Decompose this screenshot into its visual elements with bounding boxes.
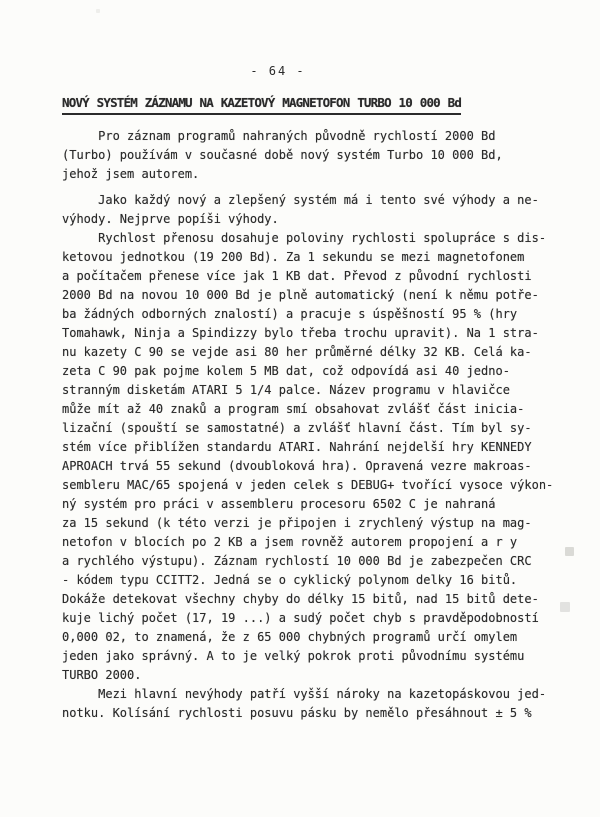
text-line: Mezi hlavní nevýhody patří vyšší nároky na kazetopáskovou jed- xyxy=(62,687,547,701)
text-line: Jako každý nový a zlepšený systém má i tento své výhody a ne- xyxy=(62,193,539,207)
text-line: netofon v blocích po 2 KB a jsem rovněž autorem propojení a r y xyxy=(62,535,518,549)
text-line: a počítačem přenese více jak 1 KB dat. Převod z původní rychlosti xyxy=(62,269,532,283)
text-line: TURBO 2000. xyxy=(62,668,142,682)
text-line: a rychlého výstupu). Záznam rychlostí 10 000 Bd je zabezpečen CRC xyxy=(62,554,532,568)
text-line: notku. Kolísání rychlosti posuvu pásku by nemělo přesáhnout ± 5 % xyxy=(62,706,532,720)
text-line: (Turbo) používám v současné době nový systém Turbo 10 000 Bd, xyxy=(62,148,503,162)
text-line: 0,000 02, to znamená, že z 65 000 chybných programů určí omylem xyxy=(62,630,518,644)
text-line: Dokáže detekovat všechny chyby do délky 15 bitů, nad 15 bitů dete- xyxy=(62,592,539,606)
article-body xyxy=(62,127,562,723)
text-line: 2000 Bd na novou 10 000 Bd je plně automatický (není k němu potře- xyxy=(62,288,539,302)
scan-speck xyxy=(96,9,100,13)
text-line: jeden jako správný. A to je velký pokrok proti původnímu systému xyxy=(62,649,525,663)
paragraph xyxy=(62,685,562,723)
text-line: nu kazety C 90 se vejde asi 80 her průměrné délky 32 KB. Celá ka- xyxy=(62,345,532,359)
scan-speck xyxy=(560,602,570,612)
paragraph xyxy=(62,229,562,685)
text-line: lizační (spouští se samostatné) a zvlášť hlavní část. Tím byl sy- xyxy=(62,421,532,435)
text-line: Tomahawk, Ninja a Spindizzy bylo třeba trochu upravit). Na 1 stra- xyxy=(62,326,539,340)
text-line: kuje lichý počet (17, 19 ...) a sudý počet chyb s pravděpodobností xyxy=(62,611,539,625)
text-line: stém více přiblížen standardu ATARI. Nahrání nejdelší hry KENNEDY xyxy=(62,440,532,454)
article-heading: NOVÝ SYSTÉM ZÁZNAMU NA KAZETOVÝ MAGNETOFON TURBO 10 000 Bd xyxy=(62,95,461,115)
text-line: Pro záznam programů nahraných původně rychlostí 2000 Bd xyxy=(62,129,496,143)
text-line: Rychlost přenosu dosahuje poloviny rychlosti spolupráce s dis- xyxy=(62,231,547,245)
scan-speck xyxy=(565,547,574,556)
text-line: zeta C 90 pak pojme kolem 5 MB dat, což odpovídá asi 40 jedno- xyxy=(62,364,510,378)
text-line: sembleru MAC/65 spojená v jeden celek s DEBUG+ tvořící vysoce výkon- xyxy=(62,478,554,492)
paragraph xyxy=(62,127,562,184)
text-line: může mít až 40 znaků a program smí obsahovat zvlášť část inicia- xyxy=(62,402,525,416)
text-line: stranným disketám ATARI 5 1/4 palce. Název programu v hlavičce xyxy=(62,383,510,397)
text-line: ketovou jednotkou (19 200 Bd). Za 1 sekundu se mezi magnetofonem xyxy=(62,250,525,264)
text-line: APROACH trvá 55 sekund (dvoubloková hra). Opravená vezre makroas- xyxy=(62,459,532,473)
text-line: jehož jsem autorem. xyxy=(62,167,200,181)
text-line: - kódem typu CCITT2. Jedná se o cyklický polynom delky 16 bitů. xyxy=(62,573,518,587)
text-line: za 15 sekund (k této verzi je připojen i zrychlený výstup na mag- xyxy=(62,516,532,530)
text-line: ba žádných odborných znalostí) a pracuje s úspěšností 95 % (hry xyxy=(62,307,518,321)
text-line: výhody. Nejprve popíši výhody. xyxy=(62,212,279,226)
paragraph xyxy=(62,191,562,229)
text-line: ný systém pro práci v assembleru procesoru 6502 C je nahraná xyxy=(62,497,496,511)
page-number: - 64 - xyxy=(250,64,306,78)
